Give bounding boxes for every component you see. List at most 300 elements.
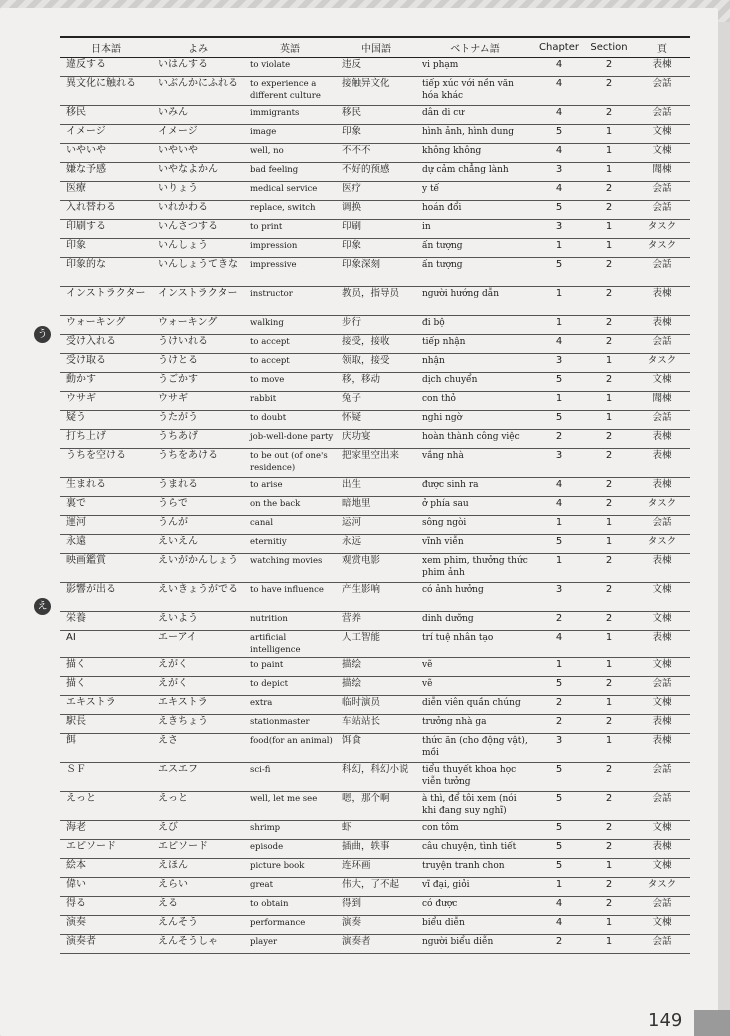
chinese-cell: 出生 [336, 478, 416, 497]
vietnamese-cell: vẽ [416, 658, 534, 677]
chapter-cell: 5 [534, 535, 584, 554]
page-cell: 文棟 [634, 373, 690, 392]
english-cell: immigrants [244, 106, 336, 125]
page-tab-bar [694, 1010, 730, 1036]
table-row [60, 763, 690, 792]
japanese-cell: ウォーキング [60, 316, 152, 335]
vietnamese-cell: có được [416, 897, 534, 916]
table-row [60, 878, 690, 897]
vietnamese-cell: y tế [416, 182, 534, 201]
japanese-cell: 印象 [60, 239, 152, 258]
vietnamese-cell: câu chuyện, tình tiết [416, 840, 534, 859]
table-row [60, 182, 690, 201]
english-cell: well, let me see [244, 792, 336, 821]
english-cell: job-well-done party [244, 430, 336, 449]
section-cell: 2 [584, 373, 634, 392]
chapter-cell: 3 [534, 163, 584, 182]
section-cell: 2 [584, 287, 634, 316]
reading-cell: うけとる [152, 354, 244, 373]
chinese-cell: 步行 [336, 316, 416, 335]
reading-cell: いぶんかにふれる [152, 77, 244, 106]
japanese-cell: 運河 [60, 516, 152, 535]
section-cell: 2 [584, 554, 634, 583]
chapter-cell: 4 [534, 478, 584, 497]
reading-cell: えいきょうがでる [152, 583, 244, 612]
page-cell: 表棟 [634, 840, 690, 859]
reading-cell: エピソード [152, 840, 244, 859]
page-cell: 表棟 [634, 554, 690, 583]
chapter-cell: 1 [534, 239, 584, 258]
chapter-cell: 5 [534, 859, 584, 878]
chinese-cell: 虾 [336, 821, 416, 840]
reading-cell: えほん [152, 859, 244, 878]
vietnamese-cell: tiểu thuyết khoa học viễn tưởng [416, 763, 534, 792]
reading-cell: えさ [152, 734, 244, 763]
vietnamese-cell: vắng nhà [416, 449, 534, 478]
page-cell: 表棟 [634, 58, 690, 77]
reading-cell: いはんする [152, 58, 244, 77]
reading-cell: エスエフ [152, 763, 244, 792]
reading-cell: いりょう [152, 182, 244, 201]
english-cell: food(for an animal) [244, 734, 336, 763]
japanese-cell: 餌 [60, 734, 152, 763]
page-cell: 聞棟 [634, 163, 690, 182]
table-row [60, 916, 690, 935]
japanese-cell: 異文化に触れる [60, 77, 152, 106]
section-cell: 1 [584, 935, 634, 954]
japanese-cell: 動かす [60, 373, 152, 392]
reading-cell: えんそうしゃ [152, 935, 244, 954]
chinese-cell: 饵食 [336, 734, 416, 763]
chapter-cell: 2 [534, 696, 584, 715]
section-cell: 2 [584, 77, 634, 106]
chapter-cell: 3 [534, 354, 584, 373]
vietnamese-cell: nghi ngờ [416, 411, 534, 430]
page-cell: 文棟 [634, 612, 690, 631]
page-cell: 会話 [634, 201, 690, 220]
vietnamese-cell: hoàn thành công việc [416, 430, 534, 449]
vietnamese-cell: dự cảm chẳng lành [416, 163, 534, 182]
chapter-cell: 5 [534, 792, 584, 821]
reading-cell: いやいや [152, 144, 244, 163]
table-row [60, 715, 690, 734]
section-cell: 1 [584, 658, 634, 677]
section-cell: 1 [584, 696, 634, 715]
page-cell: 会話 [634, 258, 690, 287]
chapter-cell: 5 [534, 201, 584, 220]
vietnamese-cell: hoán đổi [416, 201, 534, 220]
section-cell: 2 [584, 763, 634, 792]
reading-cell: エーアイ [152, 631, 244, 658]
table-row [60, 658, 690, 677]
table-row [60, 677, 690, 696]
japanese-cell: 裏で [60, 497, 152, 516]
japanese-cell: ＳＦ [60, 763, 152, 792]
table-row [60, 897, 690, 916]
japanese-cell: 偉い [60, 878, 152, 897]
chinese-cell: 插曲，轶事 [336, 840, 416, 859]
chinese-cell: 描绘 [336, 677, 416, 696]
section-cell: 2 [584, 258, 634, 287]
page-cell: タスク [634, 354, 690, 373]
table-row [60, 411, 690, 430]
table-row [60, 612, 690, 631]
chinese-cell: 印刷 [336, 220, 416, 239]
english-cell: sci-fi [244, 763, 336, 792]
chinese-cell: 印象 [336, 239, 416, 258]
vietnamese-cell: sông ngòi [416, 516, 534, 535]
vietnamese-cell: dân di cư [416, 106, 534, 125]
japanese-cell: 嫌な予感 [60, 163, 152, 182]
english-cell: to obtain [244, 897, 336, 916]
reading-cell: うごかす [152, 373, 244, 392]
reading-cell: えらい [152, 878, 244, 897]
chapter-cell: 2 [534, 935, 584, 954]
chinese-cell: 印象深刻 [336, 258, 416, 287]
chapter-cell: 1 [534, 554, 584, 583]
page-cell: 表棟 [634, 287, 690, 316]
chinese-cell: 医疗 [336, 182, 416, 201]
reading-cell: えび [152, 821, 244, 840]
chinese-cell: 把家里空出来 [336, 449, 416, 478]
vietnamese-cell: vi phạm [416, 58, 534, 77]
japanese-cell: 医療 [60, 182, 152, 201]
page-cell: 文棟 [634, 696, 690, 715]
chinese-cell: 人工智能 [336, 631, 416, 658]
chinese-cell: 永远 [336, 535, 416, 554]
header-english: 英語 [244, 37, 336, 58]
page-cell: 表棟 [634, 478, 690, 497]
reading-cell: える [152, 897, 244, 916]
chinese-cell: 营养 [336, 612, 416, 631]
vietnamese-cell: ấn tượng [416, 239, 534, 258]
vietnamese-cell: nhận [416, 354, 534, 373]
chinese-cell: 运河 [336, 516, 416, 535]
section-cell: 2 [584, 449, 634, 478]
japanese-cell: 印刷する [60, 220, 152, 239]
table-row [60, 821, 690, 840]
japanese-cell: 演奏 [60, 916, 152, 935]
vietnamese-cell: có ảnh hưởng [416, 583, 534, 612]
section-cell: 2 [584, 106, 634, 125]
table-row [60, 125, 690, 144]
reading-cell: えっと [152, 792, 244, 821]
english-cell: rabbit [244, 392, 336, 411]
japanese-cell: 得る [60, 897, 152, 916]
table-row [60, 535, 690, 554]
section-cell: 2 [584, 821, 634, 840]
reading-cell: えいよう [152, 612, 244, 631]
chapter-cell: 3 [534, 583, 584, 612]
chapter-cell: 5 [534, 763, 584, 792]
section-cell: 2 [584, 430, 634, 449]
chapter-cell: 4 [534, 916, 584, 935]
english-cell: replace, switch [244, 201, 336, 220]
chinese-cell: 印象 [336, 125, 416, 144]
japanese-cell: うちを空ける [60, 449, 152, 478]
table-row [60, 201, 690, 220]
vietnamese-cell: không không [416, 144, 534, 163]
table-row [60, 163, 690, 182]
chinese-cell: 产生影响 [336, 583, 416, 612]
header-chapter: Chapter [534, 37, 584, 58]
chinese-cell: 怀疑 [336, 411, 416, 430]
vietnamese-cell: người hướng dẫn [416, 287, 534, 316]
chapter-cell: 5 [534, 411, 584, 430]
section-cell: 1 [584, 916, 634, 935]
japanese-cell: 描く [60, 658, 152, 677]
vietnamese-cell: in [416, 220, 534, 239]
vietnamese-cell: ấn tượng [416, 258, 534, 287]
section-cell: 2 [584, 612, 634, 631]
chinese-cell: 接受，接收 [336, 335, 416, 354]
chinese-cell: 调换 [336, 201, 416, 220]
reading-cell: いみん [152, 106, 244, 125]
chapter-cell: 5 [534, 677, 584, 696]
english-cell: picture book [244, 859, 336, 878]
header-japanese: 日本語 [60, 37, 152, 58]
chapter-cell: 5 [534, 258, 584, 287]
vietnamese-cell: hình ảnh, hình dung [416, 125, 534, 144]
table-row [60, 631, 690, 658]
chapter-cell: 1 [534, 287, 584, 316]
page-cell: タスク [634, 239, 690, 258]
japanese-cell: 栄養 [60, 612, 152, 631]
vietnamese-cell: à thì, để tôi xem (nói khi đang suy nghĩ) [416, 792, 534, 821]
japanese-cell: 受け入れる [60, 335, 152, 354]
page-cell: 表棟 [634, 734, 690, 763]
table-row [60, 144, 690, 163]
table-row [60, 516, 690, 535]
english-cell: well, no [244, 144, 336, 163]
section-cell: 2 [584, 182, 634, 201]
chapter-cell: 2 [534, 612, 584, 631]
chinese-cell: 教员，指导员 [336, 287, 416, 316]
japanese-cell: 印象的な [60, 258, 152, 287]
vietnamese-cell: tiếp nhận [416, 335, 534, 354]
chapter-cell: 4 [534, 335, 584, 354]
english-cell: instructor [244, 287, 336, 316]
chinese-cell: 移，移动 [336, 373, 416, 392]
table-row [60, 258, 690, 287]
vocabulary-table [60, 36, 690, 954]
vietnamese-cell: đi bộ [416, 316, 534, 335]
header-reading: よみ [152, 37, 244, 58]
page-cell: 会話 [634, 792, 690, 821]
chinese-cell: 演奏 [336, 916, 416, 935]
table-row [60, 220, 690, 239]
reading-cell: いんしょうてきな [152, 258, 244, 287]
japanese-cell: いやいや [60, 144, 152, 163]
japanese-cell: イメージ [60, 125, 152, 144]
english-cell: to violate [244, 58, 336, 77]
english-cell: impression [244, 239, 336, 258]
table-row [60, 792, 690, 821]
chapter-cell: 1 [534, 516, 584, 535]
japanese-cell: 駅長 [60, 715, 152, 734]
page-cell: 会話 [634, 897, 690, 916]
vietnamese-cell: tiếp xúc với nền văn hóa khác [416, 77, 534, 106]
chinese-cell: 领取，接受 [336, 354, 416, 373]
chinese-cell: 接触异文化 [336, 77, 416, 106]
chinese-cell: 得到 [336, 897, 416, 916]
english-cell: great [244, 878, 336, 897]
vietnamese-cell: trí tuệ nhân tạo [416, 631, 534, 658]
section-cell: 2 [584, 316, 634, 335]
chapter-cell: 1 [534, 316, 584, 335]
table-row [60, 239, 690, 258]
page-cell: 会話 [634, 335, 690, 354]
english-cell: to move [244, 373, 336, 392]
chinese-cell: 嗯，那个啊 [336, 792, 416, 821]
reading-cell: インストラクター [152, 287, 244, 316]
english-cell: to doubt [244, 411, 336, 430]
english-cell: canal [244, 516, 336, 535]
section-mark-u: う [34, 326, 51, 343]
chapter-cell: 3 [534, 449, 584, 478]
page-cell: 聞棟 [634, 392, 690, 411]
chinese-cell: 车站站长 [336, 715, 416, 734]
chinese-cell: 科幻，科幻小说 [336, 763, 416, 792]
english-cell: on the back [244, 497, 336, 516]
english-cell: image [244, 125, 336, 144]
japanese-cell: 影響が出る [60, 583, 152, 612]
chapter-cell: 3 [534, 734, 584, 763]
chapter-cell: 4 [534, 182, 584, 201]
section-cell: 2 [584, 201, 634, 220]
chinese-cell: 违反 [336, 58, 416, 77]
page-cell: 表棟 [634, 631, 690, 658]
reading-cell: ウサギ [152, 392, 244, 411]
english-cell: to have influence [244, 583, 336, 612]
reading-cell: うたがう [152, 411, 244, 430]
english-cell: to depict [244, 677, 336, 696]
section-cell: 2 [584, 897, 634, 916]
section-cell: 1 [584, 535, 634, 554]
section-cell: 1 [584, 631, 634, 658]
chinese-cell: 演奏者 [336, 935, 416, 954]
japanese-cell: 永遠 [60, 535, 152, 554]
vietnamese-cell: xem phim, thưởng thức phim ảnh [416, 554, 534, 583]
chinese-cell: 描绘 [336, 658, 416, 677]
reading-cell: ウォーキング [152, 316, 244, 335]
section-cell: 1 [584, 734, 634, 763]
section-cell: 2 [584, 583, 634, 612]
chinese-cell: 移民 [336, 106, 416, 125]
page-cell: タスク [634, 535, 690, 554]
chapter-cell: 5 [534, 373, 584, 392]
reading-cell: いやなよかん [152, 163, 244, 182]
english-cell: watching movies [244, 554, 336, 583]
english-cell: extra [244, 696, 336, 715]
reading-cell: うんが [152, 516, 244, 535]
page-cell: 会話 [634, 516, 690, 535]
chapter-cell: 4 [534, 897, 584, 916]
section-cell: 1 [584, 163, 634, 182]
page-cell: 文棟 [634, 125, 690, 144]
english-cell: to be out (of one's residence) [244, 449, 336, 478]
section-cell: 1 [584, 220, 634, 239]
table-row [60, 373, 690, 392]
reading-cell: えがく [152, 677, 244, 696]
vietnamese-cell: được sinh ra [416, 478, 534, 497]
page-cell: 会話 [634, 77, 690, 106]
japanese-cell: 描く [60, 677, 152, 696]
chapter-cell: 4 [534, 144, 584, 163]
japanese-cell: 違反する [60, 58, 152, 77]
vietnamese-cell: truyện tranh chon [416, 859, 534, 878]
table-row [60, 392, 690, 411]
chapter-cell: 2 [534, 430, 584, 449]
page-cell: 会話 [634, 182, 690, 201]
page-cell: 会話 [634, 763, 690, 792]
english-cell: to experience a different culture [244, 77, 336, 106]
chapter-cell: 1 [534, 392, 584, 411]
english-cell: episode [244, 840, 336, 859]
english-cell: to accept [244, 335, 336, 354]
japanese-cell: 演奏者 [60, 935, 152, 954]
table-header-row [60, 37, 690, 58]
page-number: 149 [648, 1010, 683, 1031]
chapter-cell: 3 [534, 220, 584, 239]
vietnamese-cell: thức ăn (cho động vật), mồi [416, 734, 534, 763]
vietnamese-cell: con thỏ [416, 392, 534, 411]
table-row [60, 58, 690, 77]
reading-cell: うけいれる [152, 335, 244, 354]
section-cell: 2 [584, 878, 634, 897]
page-cell: 表棟 [634, 449, 690, 478]
reading-cell: えがく [152, 658, 244, 677]
japanese-cell: AI [60, 631, 152, 658]
japanese-cell: えっと [60, 792, 152, 821]
header-section: Section [584, 37, 634, 58]
page-cell: 会話 [634, 411, 690, 430]
header-vietnamese: ベトナム語 [416, 37, 534, 58]
japanese-cell: エピソード [60, 840, 152, 859]
table-row [60, 430, 690, 449]
reading-cell: うちあげ [152, 430, 244, 449]
table-row [60, 497, 690, 516]
vietnamese-cell: con tôm [416, 821, 534, 840]
table-row [60, 554, 690, 583]
section-mark-e: え [34, 598, 51, 615]
japanese-cell: 映画鑑賞 [60, 554, 152, 583]
vietnamese-cell: biểu diễn [416, 916, 534, 935]
section-cell: 1 [584, 516, 634, 535]
header-page: 頁 [634, 37, 690, 58]
english-cell: bad feeling [244, 163, 336, 182]
japanese-cell: ウサギ [60, 392, 152, 411]
english-cell: walking [244, 316, 336, 335]
table-row [60, 316, 690, 335]
japanese-cell: 生まれる [60, 478, 152, 497]
table-row [60, 583, 690, 612]
table-row [60, 287, 690, 316]
section-cell: 1 [584, 411, 634, 430]
page-cell: 表棟 [634, 430, 690, 449]
japanese-cell: 打ち上げ [60, 430, 152, 449]
page-cell: 表棟 [634, 715, 690, 734]
chinese-cell: 连环画 [336, 859, 416, 878]
reading-cell: うらで [152, 497, 244, 516]
section-cell: 1 [584, 144, 634, 163]
section-cell: 1 [584, 354, 634, 373]
chinese-cell: 兔子 [336, 392, 416, 411]
english-cell: medical service [244, 182, 336, 201]
chapter-cell: 4 [534, 497, 584, 516]
page-cell: 文棟 [634, 144, 690, 163]
english-cell: performance [244, 916, 336, 935]
